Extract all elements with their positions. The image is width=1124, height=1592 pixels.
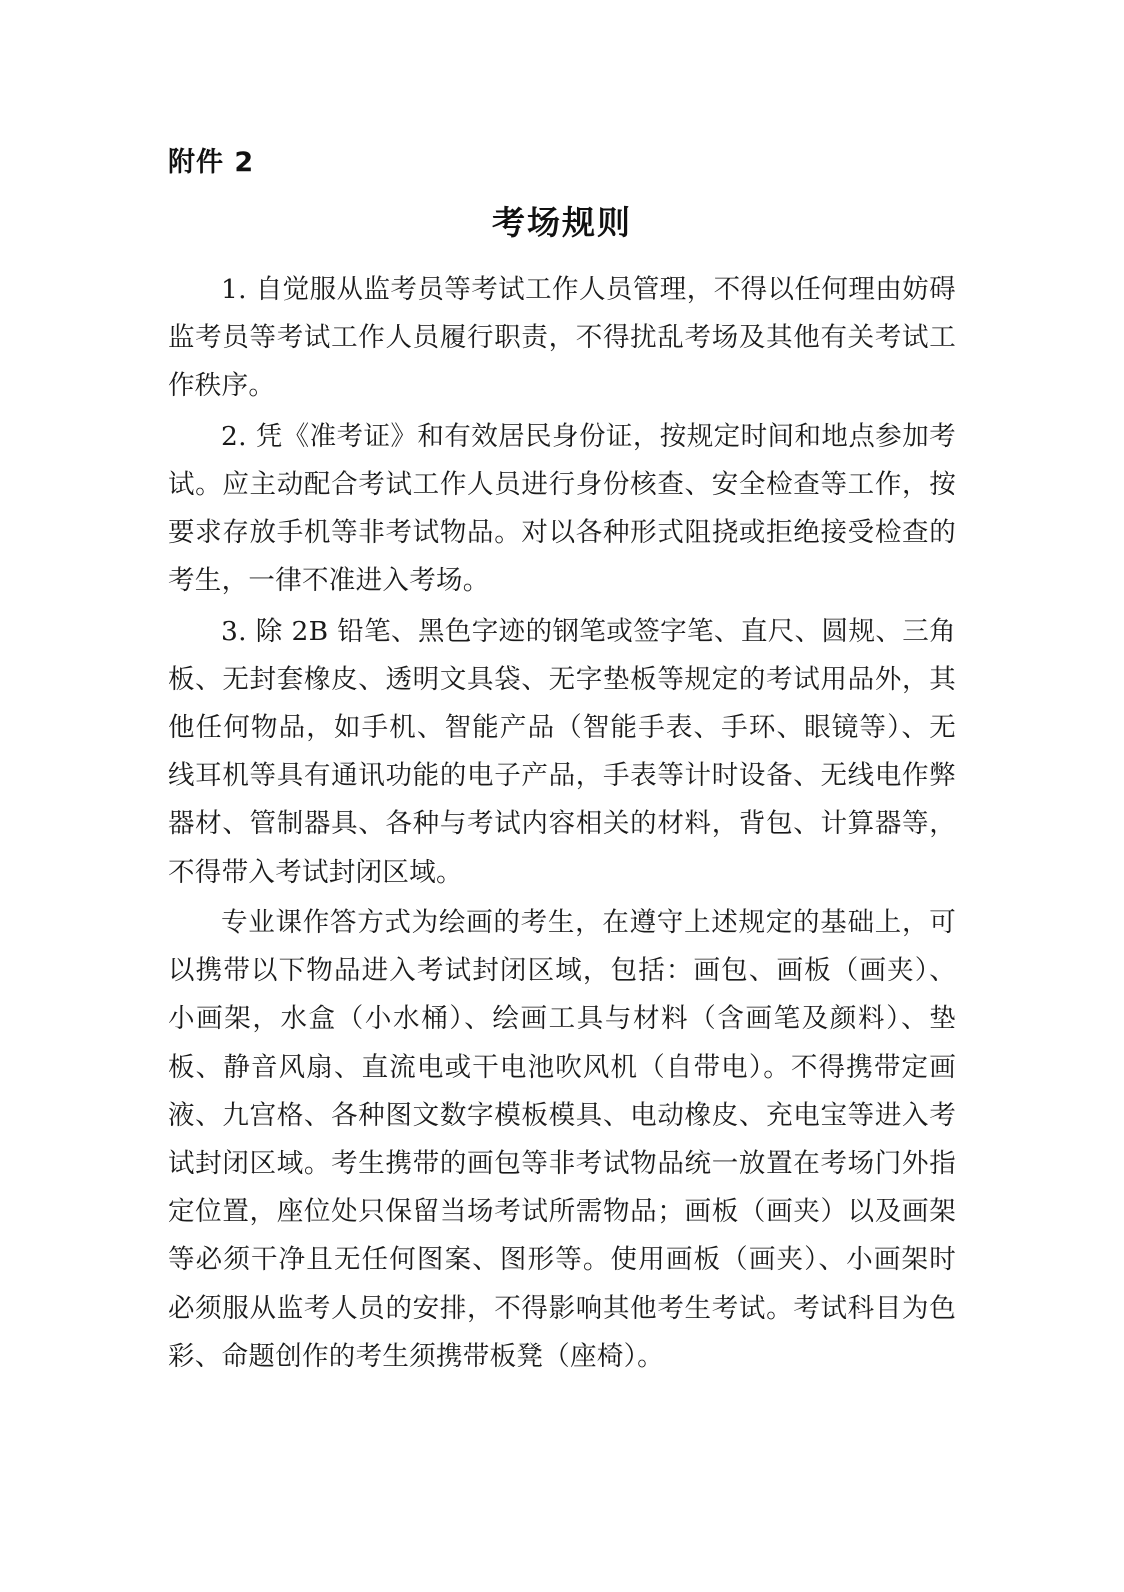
rule-paragraph-4: 专业课作答方式为绘画的考生，在遵守上述规定的基础上，可以携带以下物品进入考试封闭区域，包括：画包、画板（画夹）、小画架，水盒（小水桶）、绘画工具与材料（含画笔及颜料）、垫板、静音风扇、直流电或干电池吹风机（自带电）。不得携带定画液、九宫格、各种图文数字模板模具、电动橡皮、充电宝等进入考试封闭区域。考生携带的画包等非考试物品统一放置在考场门外指定位置，座位处只保留当场考试所需物品；画板（画夹）以及画架等必须干净且无任何图案、图形等。使用画板（画夹）、小画架时必须服从监考人员的安排，不得影响其他考生考试。考试科目为色彩、命题创作的考生须携带板凳（座椅）。 [168, 906, 956, 1372]
rule-paragraph-2: 2. 凭《准考证》和有效居民身份证，按规定时间和地点参加考试。应主动配合考试工作人员进行身份核查、安全检查等工作，按要求存放手机等非考试物品。对以各种形式阻挠或拒绝接受检查的考生，一律不准进入考场。 [168, 420, 956, 597]
rule-paragraph-1: 1. 自觉服从监考员等考试工作人员管理，不得以任何理由妨碍监考员等考试工作人员履行职责，不得扰乱考场及其他有关考试工作秩序。 [168, 274, 956, 402]
page-title: 考场规则 [492, 203, 632, 242]
attachment-label: 附件 2 [168, 147, 255, 178]
rule-paragraph-3: 3. 除 2B 铅笔、黑色字迹的钢笔或签字笔、直尺、圆规、三角板、无封套橡皮、透明文具袋、无字垫板等规定的考试用品外，其他任何物品，如手机、智能产品（智能手表、手环、眼镜等）、无线耳机等具有通讯功能的电子产品，手表等计时设备、无线电作弊器材、管制器具、各种与考试内容相关的材料，背包、计算器等，不得带入考试封闭区域。 [168, 615, 956, 888]
